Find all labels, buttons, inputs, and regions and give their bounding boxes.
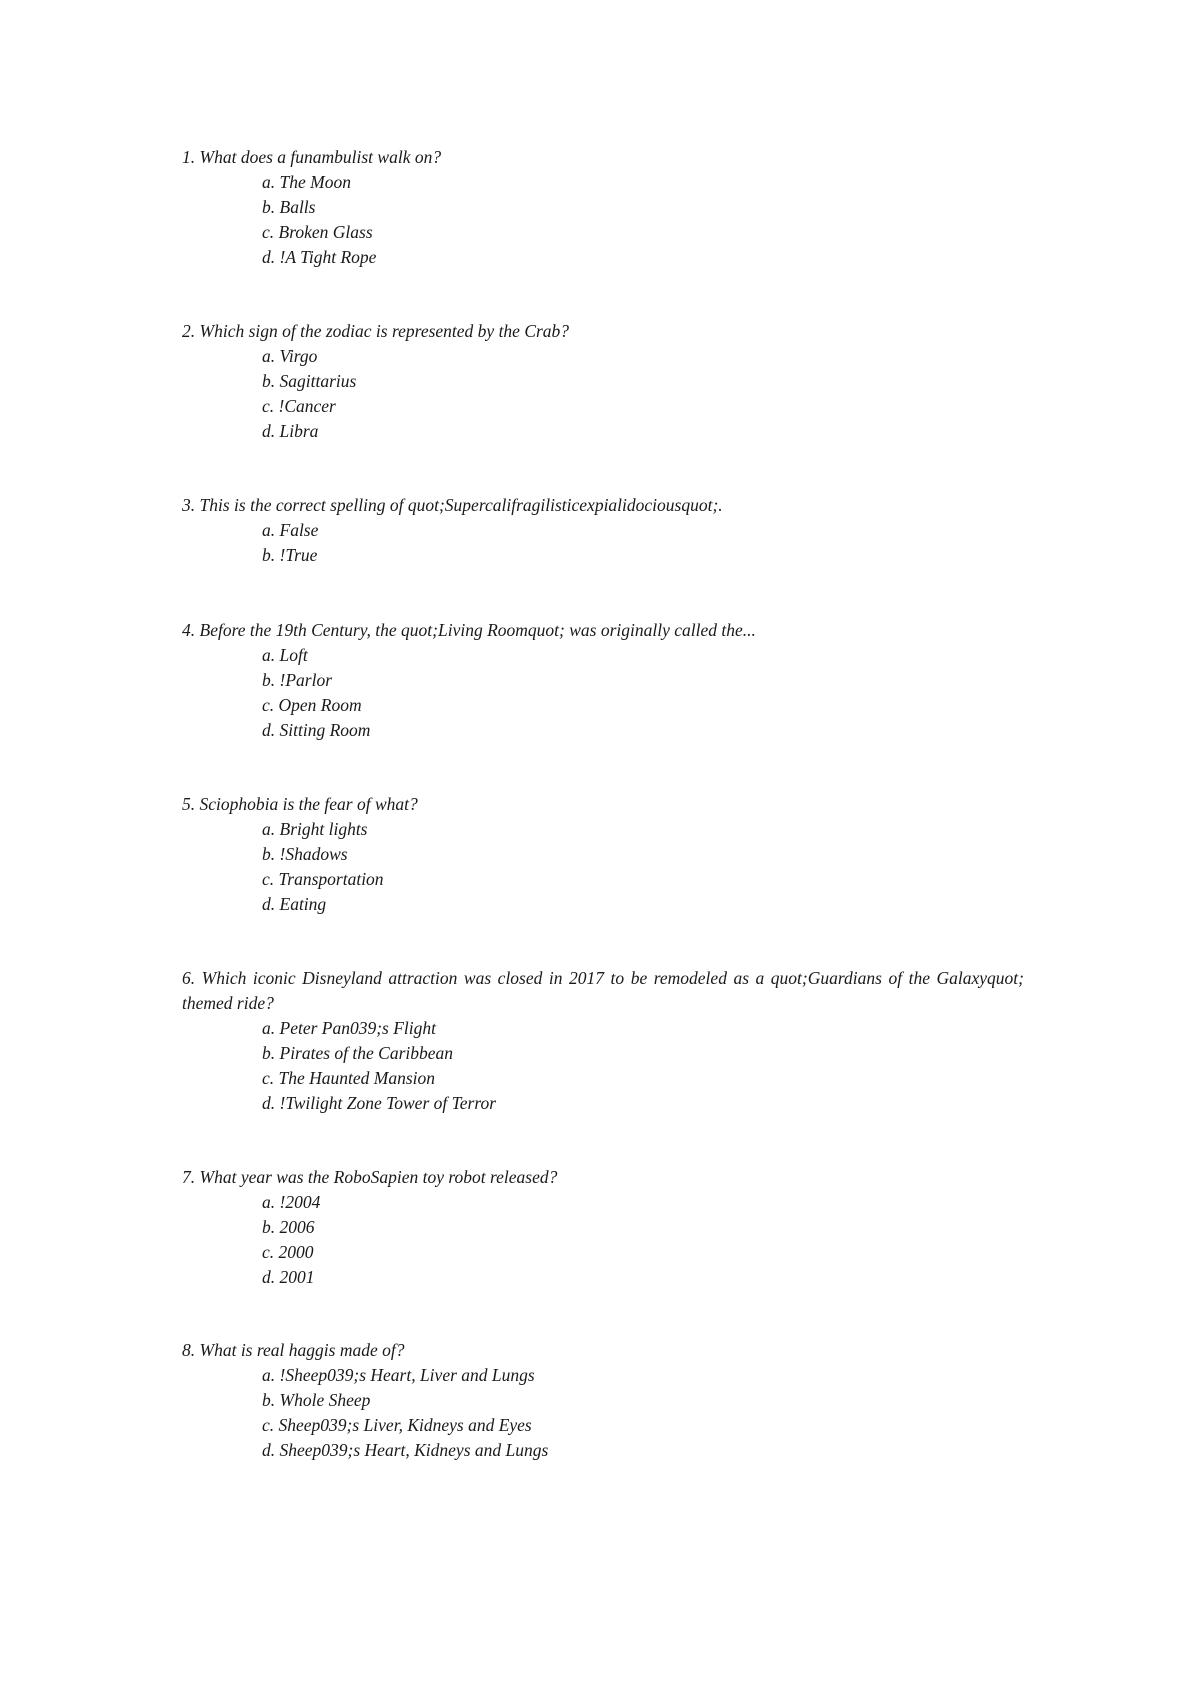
answer-option: d. Eating	[262, 894, 327, 914]
question-6	[182, 966, 1024, 1116]
answer-options	[182, 1190, 1024, 1290]
question-4	[182, 618, 1024, 743]
answer-option: c. Transportation	[262, 869, 384, 889]
question-3	[182, 493, 1024, 568]
question-text: 7. What year was the RoboSapien toy robot released?	[182, 1167, 558, 1187]
question-1	[182, 145, 1024, 270]
answer-options	[182, 518, 1024, 568]
answer-option: a. Peter Pan039;s Flight	[262, 1018, 437, 1038]
question-text: 6. Which iconic Disneyland attraction was closed in 2017 to be remodeled as a quot;Guardians of the Galaxyquot; themed ride?	[182, 968, 1024, 1013]
answer-option: a. False	[262, 520, 319, 540]
answer-option: d. Sitting Room	[262, 720, 371, 740]
answer-option: c. Broken Glass	[262, 222, 373, 242]
answer-option: b. !Shadows	[262, 844, 348, 864]
answer-option: a. !2004	[262, 1192, 321, 1212]
question-8	[182, 1338, 1024, 1463]
answer-option: b. !Parlor	[262, 670, 332, 690]
question-7	[182, 1165, 1024, 1290]
answer-option: d. !Twilight Zone Tower of Terror	[262, 1093, 497, 1113]
question-text: 4. Before the 19th Century, the quot;Living Roomquot; was originally called the...	[182, 620, 756, 640]
question-text: 5. Sciophobia is the fear of what?	[182, 794, 418, 814]
answer-options	[182, 1363, 1024, 1463]
question-2	[182, 319, 1024, 444]
answer-option: c. 2000	[262, 1242, 314, 1262]
answer-option: a. !Sheep039;s Heart, Liver and Lungs	[262, 1365, 535, 1385]
answer-options	[182, 643, 1024, 743]
answer-option: c. Open Room	[262, 695, 362, 715]
answer-option: a. Bright lights	[262, 819, 368, 839]
answer-option: b. Sagittarius	[262, 371, 357, 391]
answer-option: b. Balls	[262, 197, 316, 217]
question-text: 1. What does a funambulist walk on?	[182, 147, 442, 167]
answer-options	[182, 344, 1024, 444]
answer-option: a. Virgo	[262, 346, 318, 366]
answer-option: c. !Cancer	[262, 396, 336, 416]
answer-option: d. 2001	[262, 1267, 315, 1287]
answer-option: d. Libra	[262, 421, 319, 441]
answer-option: c. Sheep039;s Liver, Kidneys and Eyes	[262, 1415, 532, 1435]
answer-options	[182, 1016, 1024, 1116]
question-text: 8. What is real haggis made of?	[182, 1340, 405, 1360]
answer-option: b. Pirates of the Caribbean	[262, 1043, 454, 1063]
answer-option: c. The Haunted Mansion	[262, 1068, 436, 1088]
answer-option: a. Loft	[262, 645, 308, 665]
answer-options	[182, 817, 1024, 917]
answer-option: b. 2006	[262, 1217, 315, 1237]
answer-option: d. Sheep039;s Heart, Kidneys and Lungs	[262, 1440, 549, 1460]
answer-option: a. The Moon	[262, 172, 351, 192]
question-5	[182, 792, 1024, 917]
answer-option: d. !A Tight Rope	[262, 247, 377, 267]
answer-options	[182, 170, 1024, 270]
question-text: 2. Which sign of the zodiac is represented by the Crab?	[182, 321, 570, 341]
answer-option: b. Whole Sheep	[262, 1390, 371, 1410]
question-text: 3. This is the correct spelling of quot;Supercalifragilisticexpialidociousquot;.	[182, 495, 723, 515]
answer-option: b. !True	[262, 545, 318, 565]
